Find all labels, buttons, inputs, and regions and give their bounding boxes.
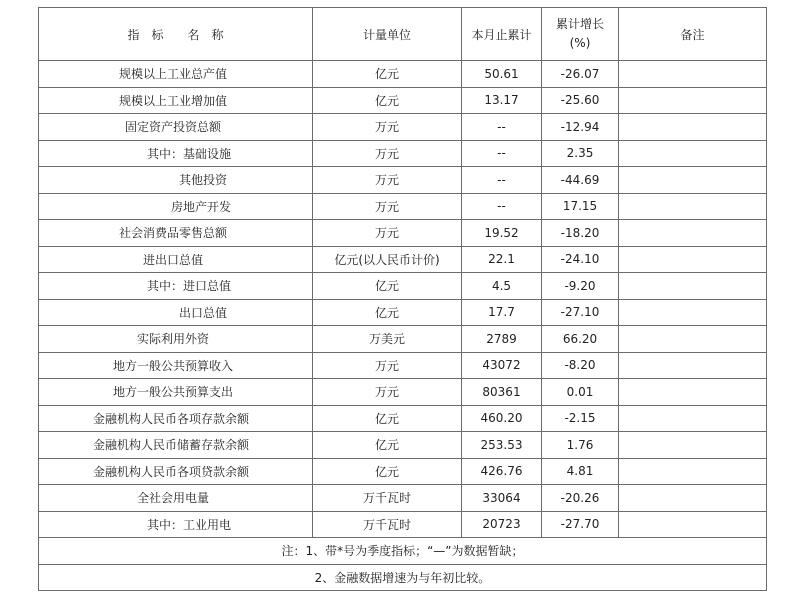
header-cumulative: 本月止累计 <box>462 8 542 61</box>
footnote-2: 2、金融数据增速为与年初比较。 <box>39 564 767 591</box>
table-row <box>39 273 767 300</box>
indicator-name-cell: 规模以上工业增加值 <box>39 87 313 114</box>
statistics-table <box>38 7 767 591</box>
table-row <box>39 246 767 273</box>
unit-cell: 万千瓦时 <box>313 511 462 538</box>
table-row <box>39 167 767 194</box>
cumulative-value-cell: -- <box>462 193 542 220</box>
growth-cell: -20.26 <box>542 485 619 512</box>
table-row <box>39 405 767 432</box>
growth-cell: 0.01 <box>542 379 619 406</box>
table-row <box>39 326 767 353</box>
growth-cell: -44.69 <box>542 167 619 194</box>
table-row <box>39 61 767 88</box>
footnote-row-2 <box>39 564 767 591</box>
unit-cell: 万元 <box>313 379 462 406</box>
growth-cell: -26.07 <box>542 61 619 88</box>
unit-cell: 亿元 <box>313 61 462 88</box>
indicator-name-cell: 其他投资 <box>39 167 313 194</box>
remark-cell <box>619 405 767 432</box>
unit-cell: 万千瓦时 <box>313 485 462 512</box>
indicator-name-cell: 固定资产投资总额 <box>39 114 313 141</box>
indicator-name-cell: 进出口总值 <box>39 246 313 273</box>
cumulative-value-cell: 19.52 <box>462 220 542 247</box>
unit-cell: 亿元 <box>313 87 462 114</box>
table-row <box>39 140 767 167</box>
indicator-name-cell: 房地产开发 <box>39 193 313 220</box>
cumulative-value-cell: 33064 <box>462 485 542 512</box>
header-indicator-name: 指 标 名 称 <box>39 8 313 61</box>
cumulative-value-cell: 253.53 <box>462 432 542 459</box>
unit-cell: 亿元 <box>313 432 462 459</box>
indicator-name-cell: 金融机构人民币各项存款余额 <box>39 405 313 432</box>
header-remark: 备注 <box>619 8 767 61</box>
unit-cell: 亿元 <box>313 458 462 485</box>
growth-cell: 4.81 <box>542 458 619 485</box>
remark-cell <box>619 273 767 300</box>
table-body <box>39 61 767 538</box>
table-row <box>39 220 767 247</box>
growth-cell: -27.10 <box>542 299 619 326</box>
table-row <box>39 432 767 459</box>
unit-cell: 万元 <box>313 193 462 220</box>
remark-cell <box>619 379 767 406</box>
indicator-name-cell: 其中：基础设施 <box>39 140 313 167</box>
growth-cell: -24.10 <box>542 246 619 273</box>
table-row <box>39 352 767 379</box>
remark-cell <box>619 432 767 459</box>
indicator-name-cell: 其中：进口总值 <box>39 273 313 300</box>
table-row <box>39 379 767 406</box>
growth-cell: 2.35 <box>542 140 619 167</box>
table-row <box>39 193 767 220</box>
indicator-name-cell: 金融机构人民币储蓄存款余额 <box>39 432 313 459</box>
table-row <box>39 458 767 485</box>
unit-cell: 万元 <box>313 140 462 167</box>
cumulative-value-cell: 4.5 <box>462 273 542 300</box>
remark-cell <box>619 352 767 379</box>
cumulative-value-cell: 426.76 <box>462 458 542 485</box>
remark-cell <box>619 299 767 326</box>
remark-cell <box>619 511 767 538</box>
indicator-name-cell: 其中：工业用电 <box>39 511 313 538</box>
footnote-row-1 <box>39 538 767 565</box>
indicator-name-cell: 实际利用外资 <box>39 326 313 353</box>
table-row <box>39 114 767 141</box>
header-unit: 计量单位 <box>313 8 462 61</box>
remark-cell <box>619 458 767 485</box>
remark-cell <box>619 61 767 88</box>
unit-cell: 万元 <box>313 114 462 141</box>
cumulative-value-cell: 17.7 <box>462 299 542 326</box>
indicator-name-cell: 地方一般公共预算支出 <box>39 379 313 406</box>
cumulative-value-cell: 20723 <box>462 511 542 538</box>
table-row <box>39 485 767 512</box>
growth-cell: 17.15 <box>542 193 619 220</box>
cumulative-value-cell: 43072 <box>462 352 542 379</box>
remark-cell <box>619 246 767 273</box>
remark-cell <box>619 326 767 353</box>
remark-cell <box>619 167 767 194</box>
remark-cell <box>619 140 767 167</box>
footnote-1: 注：1、带*号为季度指标；“—”为数据暂缺； <box>39 538 767 565</box>
cumulative-value-cell: -- <box>462 114 542 141</box>
unit-cell: 亿元 <box>313 405 462 432</box>
remark-cell <box>619 114 767 141</box>
growth-cell: -25.60 <box>542 87 619 114</box>
growth-cell: -8.20 <box>542 352 619 379</box>
table-row <box>39 87 767 114</box>
remark-cell <box>619 485 767 512</box>
header-growth <box>542 8 619 61</box>
cumulative-value-cell: 460.20 <box>462 405 542 432</box>
indicator-name-cell: 社会消费品零售总额 <box>39 220 313 247</box>
remark-cell <box>619 193 767 220</box>
unit-cell: 万元 <box>313 220 462 247</box>
indicator-name-cell: 规模以上工业总产值 <box>39 61 313 88</box>
growth-cell: -2.15 <box>542 405 619 432</box>
cumulative-value-cell: 80361 <box>462 379 542 406</box>
growth-cell: 1.76 <box>542 432 619 459</box>
indicator-name-cell: 出口总值 <box>39 299 313 326</box>
growth-cell: 66.20 <box>542 326 619 353</box>
cumulative-value-cell: 2789 <box>462 326 542 353</box>
header-growth-line1: 累计增长 <box>555 17 604 31</box>
remark-cell <box>619 220 767 247</box>
header-growth-line2: (%) <box>569 36 591 50</box>
cumulative-value-cell: -- <box>462 167 542 194</box>
indicator-name-cell: 地方一般公共预算收入 <box>39 352 313 379</box>
header-row <box>39 8 767 61</box>
unit-cell: 万美元 <box>313 326 462 353</box>
remark-cell <box>619 87 767 114</box>
cumulative-value-cell: 50.61 <box>462 61 542 88</box>
unit-cell: 万元 <box>313 352 462 379</box>
indicator-name-cell: 金融机构人民币各项贷款余额 <box>39 458 313 485</box>
indicator-name-cell: 全社会用电量 <box>39 485 313 512</box>
unit-cell: 亿元(以人民币计价) <box>313 246 462 273</box>
unit-cell: 亿元 <box>313 273 462 300</box>
growth-cell: -9.20 <box>542 273 619 300</box>
cumulative-value-cell: 13.17 <box>462 87 542 114</box>
growth-cell: -27.70 <box>542 511 619 538</box>
cumulative-value-cell: 22.1 <box>462 246 542 273</box>
growth-cell: -18.20 <box>542 220 619 247</box>
table-row <box>39 299 767 326</box>
unit-cell: 万元 <box>313 167 462 194</box>
growth-cell: -12.94 <box>542 114 619 141</box>
table-row <box>39 511 767 538</box>
cumulative-value-cell: -- <box>462 140 542 167</box>
unit-cell: 亿元 <box>313 299 462 326</box>
